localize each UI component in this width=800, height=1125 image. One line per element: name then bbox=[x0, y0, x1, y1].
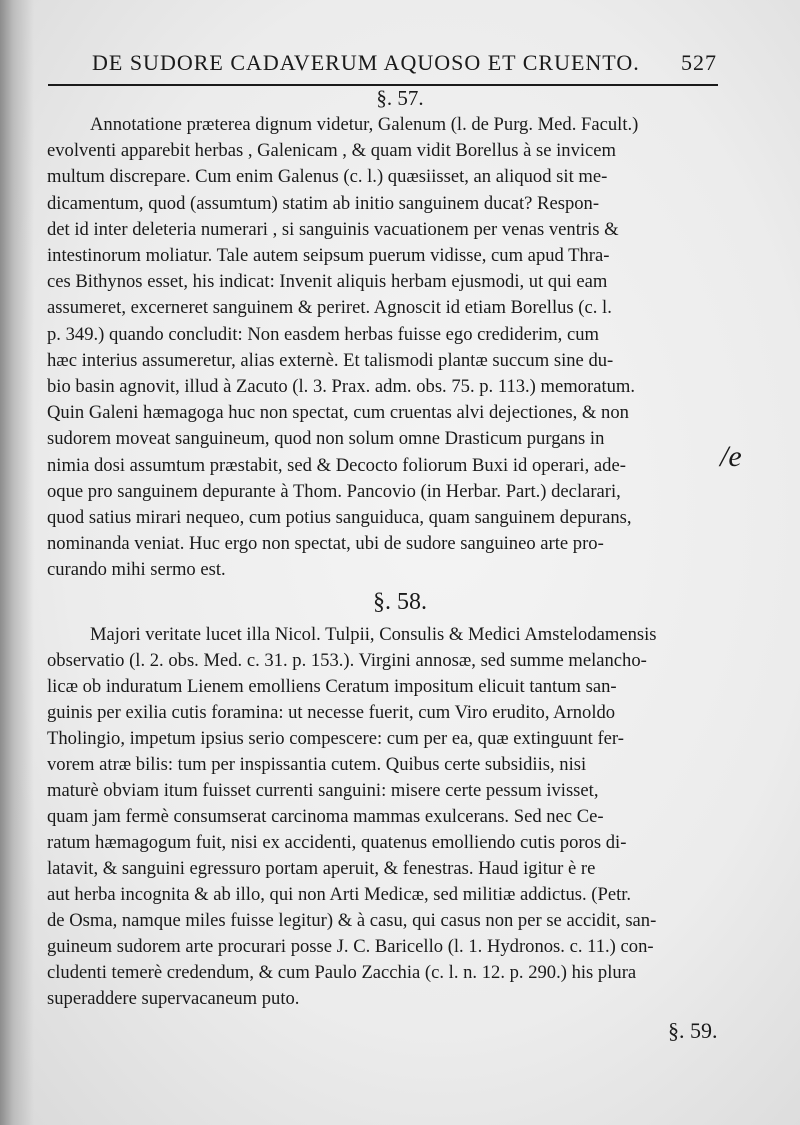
text-line: de Osma, namque miles fuisse legitur) & à casu, qui casus non per se accidit, san- bbox=[47, 910, 657, 931]
text-line: nimia dosi assumtum præstabit, sed & Decocto foliorum Buxi id operari, ade- bbox=[47, 454, 626, 476]
text-line: maturè obviam itum fuisset currenti sanguini: misere certe pessum ivisset, bbox=[47, 780, 599, 801]
running-header bbox=[92, 46, 717, 82]
section-heading-57: §. 57. bbox=[376, 86, 424, 110]
text-line: aut herba incognita & ab illo, qui non Arti Medicæ, sed militiæ addictus. (Petr. bbox=[47, 884, 632, 905]
text-line: oque pro sanguinem depurante à Thom. Pancovio (in Herbar. Part.) declarari, bbox=[47, 480, 621, 502]
text-line: bio basin agnovit, illud à Zacuto (l. 3. Prax. adm. obs. 75. p. 113.) memoratum. bbox=[47, 376, 636, 397]
text-line: dicamentum, quod (assumtum) statim ab initio sanguinem ducat? Respon- bbox=[47, 192, 600, 214]
text-line: vorem atræ bilis: tum per inspissantia cutem. Quibus certe subsidiis, nisi bbox=[47, 754, 587, 775]
text-line: cludenti temerè credendum, & cum Paulo Zacchia (c. l. n. 12. p. 290.) his plura bbox=[47, 962, 637, 983]
text-line: det id inter deleteria numerari , si sanguinis vacuationem per venas ventris & bbox=[47, 218, 619, 240]
text-line: superaddere supervacaneum puto. bbox=[47, 988, 300, 1009]
text-line: sudorem moveat sanguineum, quod non solum omne Drasticum purgans in bbox=[47, 428, 605, 450]
text-line: ratum hæmagogum fuit, nisi ex accidenti, quatenus emolliendo cutis poros di- bbox=[47, 832, 627, 853]
text-line: guinis per exilia cutis foramina: ut necesse fuerit, cum Viro erudito, Arnoldo bbox=[47, 702, 616, 723]
running-title: DE SUDORE CADAVERUM AQUOSO ET CRUENTO. bbox=[92, 50, 640, 75]
text-line: evolventi apparebit herbas , Galenicam , & quam vidit Borellus à se invicem bbox=[47, 140, 617, 162]
margin-note: /e bbox=[720, 440, 742, 473]
text-line: multum discrepare. Cum enim Galenus (c. l.) quæsiisset, an aliquod sit me- bbox=[47, 166, 608, 188]
text-line: latavit, & sanguini egressuro portam aperuit, & fenestras. Haud igitur è re bbox=[47, 858, 596, 879]
text-line: hæc interius assumeretur, alias externè. Et talismodi plantæ succum sine du- bbox=[47, 349, 614, 371]
text-line: curando mihi sermo est. bbox=[47, 559, 226, 581]
text-line: Annotatione præterea dignum videtur, Galenum (l. de Purg. Med. Facult.) bbox=[90, 114, 639, 135]
text-line: guineum sudorem arte procurari posse J. C. Baricello (l. 1. Hydronos. c. 11.) con- bbox=[47, 936, 654, 957]
text-line: licæ ob induratum Lienem emolliens Ceratum impositum elicuit tantum san- bbox=[47, 676, 617, 697]
text-line: p. 349.) quando concludit: Non easdem herbas fuisse ego crediderim, cum bbox=[47, 323, 599, 345]
text-line: Tholingio, impetum ipsius serio compescere: cum per ea, quæ extinguunt fer- bbox=[47, 728, 624, 749]
section-heading-58: §. 58. bbox=[373, 589, 427, 615]
text-line: quod satius mirari nequeo, cum potius sanguiducа, quam sanguinem depurans, bbox=[47, 507, 632, 528]
catchword: §. 59. bbox=[668, 1018, 718, 1043]
text-line: assumeret, excerneret sanguinem & periret. Agnoscit id etiam Borellus (c. l. bbox=[47, 297, 612, 319]
page-gutter-shadow bbox=[0, 0, 34, 1125]
text-line: intestinorum moliatur. Tale autem seipsum puerum vidisse, cum apud Thra- bbox=[47, 245, 610, 266]
text-line: Quin Galeni hæmagoga huc non spectat, cum cruentas alvi dejectiones, & non bbox=[47, 402, 629, 424]
text-line: ces Bithynos esset, his indicat: Invenit aliquis herbam ejusmodi, ut qui eam bbox=[47, 271, 608, 293]
text-line: Majori veritate lucet illa Nicol. Tulpii, Consulis & Medici Amstelodamensis bbox=[90, 624, 657, 645]
page-number: 527 bbox=[681, 50, 717, 75]
text-line: nominanda veniat. Huc ergo non spectat, ubi de sudore sanguineo arte pro- bbox=[47, 533, 604, 555]
text-line: quam jam fermè consumserat carcinoma mammas exulcerans. Sed nec Ce- bbox=[47, 806, 604, 827]
text-line: observatio (l. 2. obs. Med. c. 31. p. 153.). Virgini annosæ, sed summe melancho- bbox=[47, 650, 647, 671]
